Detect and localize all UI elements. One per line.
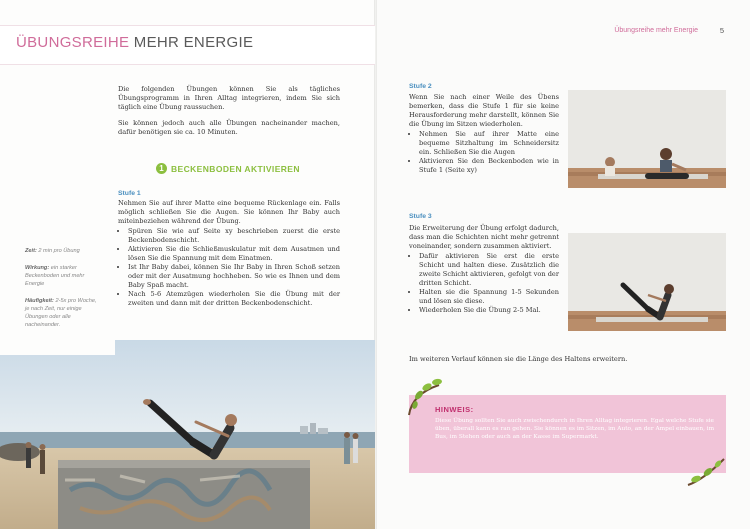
closing-text: Im weiteren Verlauf können sie die Länge des Haltens erweitern. — [409, 355, 628, 363]
haeufigkeit-label: Häufigkeit: — [25, 298, 54, 304]
hint-title: HINWEIS: — [435, 405, 474, 414]
stufe-3-body — [409, 224, 559, 315]
hint-box — [409, 395, 726, 473]
hint-text: Diese Übung sollten Sie auch zwischendurch in Ihren Alltag integrieren. Egal welche Stufe sie üben, überall kann es ran gehen. Sie können es im Sitzen, im Auto, an der Ampel einbauen, im Bus, im Stehen oder auch an der Kasse im Supermarkt. — [435, 418, 715, 440]
sidebar-wirkung — [25, 264, 100, 288]
sidebar-haeufigkeit — [25, 297, 100, 329]
zeit-value: 2 min pro Übung — [38, 248, 80, 254]
section-title: BECKENBODEN AKTIVIEREN — [171, 163, 300, 174]
bullet-item: • Aktivieren Sie die Schließmuskulatur mit dem Ausatmen und lösen Sie die Spannung mit dem Einatmen. — [128, 245, 340, 263]
sitting-pose-photo — [568, 90, 726, 188]
stufe-2-label: Stufe 2 — [409, 83, 432, 90]
beach-photo — [0, 340, 375, 529]
boat-pose-photo — [568, 233, 726, 331]
stufe-1-body — [118, 199, 340, 308]
info-sidebar — [25, 247, 100, 338]
stufe-3-label: Stufe 3 — [409, 213, 432, 220]
bullet-item: • Nehmen Sie auf ihrer Matte eine bequeme Sitzhaltung im Schneidersitz ein. Schließen Sie die Augen — [419, 130, 559, 157]
bullet-item: • Halten sie die Spannung 1-5 Sekunden und lösen sie diese. — [419, 288, 559, 306]
wirkung-value: ein starker Beckenboden und mehr Energie — [25, 265, 85, 287]
stufe-1-text: Nehmen Sie auf ihrer Matte eine bequeme Rückenlage ein. Falls möglich schließen Sie die Augen. Sie können Ihr Baby auch miteinbeziehen während der Übung. — [118, 199, 340, 225]
stufe-1-label: Stufe 1 — [118, 190, 141, 197]
intro-paragraph: Die folgenden Übungen können Sie als tägliches Übungsprogramm in Ihren Alltag integrieren, indem Sie sich täglich eine Übung raussuchen. — [118, 85, 340, 111]
page-number: 5 — [719, 26, 724, 35]
stufe-2-bullets — [409, 130, 559, 175]
sidebar-zeit — [25, 247, 100, 255]
branch-icon — [403, 377, 451, 417]
bullet-item: • Aktivieren Sie den Beckenboden wie in Stufe 1 (Seite xy) — [419, 157, 559, 175]
section-number: 1 — [156, 163, 167, 174]
stufe-1-bullets — [118, 227, 340, 308]
bullet-item: • Wiederholen Sie die Übung 2-5 Mal. — [419, 306, 559, 315]
section-heading — [156, 163, 300, 174]
haeufigkeit-value: 2-5x pro Woche, je nach Zeit, nur einige Übungen oder alle nacheinander. — [25, 298, 97, 328]
stufe-2-text: Wenn Sie nach einer Weile des Übens bemerken, dass die Stufe 1 für sie keine Herausforderung mehr darstellt, können Sie die Übung im Sitzen wiederholen. — [409, 93, 559, 128]
intro-paragraph: Sie können jedoch auch alle Übungen nacheinander machen, dafür benötigen sie ca. 10 Minuten. — [118, 119, 340, 136]
title-part2: MEHR ENERGIE — [133, 34, 254, 51]
intro-text — [118, 85, 340, 144]
zeit-label: Zeit: — [25, 248, 37, 254]
stufe-2-body — [409, 93, 559, 175]
page-title — [16, 34, 253, 51]
bullet-item: • Dafür aktivieren Sie erst die erste Schicht und halten diese. Zusätzlich die zweite Schicht aktivieren, gefolgt von der dritten Schicht. — [419, 252, 559, 288]
running-title: Übungsreihe mehr Energie — [614, 27, 698, 34]
wirkung-label: Wirkung: — [25, 265, 50, 271]
bullet-item: • Ist Ihr Baby dabei, können Sie Ihr Baby in Ihren Schoß setzen oder mit der Ausatmung hochheben. So wie es Ihnen und dem Baby Spaß macht. — [128, 263, 340, 290]
stufe-3-text: Die Erweiterung der Übung erfolgt dadurch, dass man die Schichten nicht mehr getrennt voneinander, sondern zusammen aktiviert. — [409, 224, 559, 250]
title-part1: ÜBUNGSREIHE — [16, 34, 130, 51]
stufe-3-bullets — [409, 252, 559, 315]
bullet-item: • Spüren Sie wie auf Seite xy beschrieben zuerst die erste Beckenbodenschicht. — [128, 227, 340, 245]
branch-icon — [684, 455, 728, 489]
bullet-item: • Nach 5-6 Atemzügen wiederholen Sie die Übung mit der zweiten und dann mit der dritten Beckenbodenschicht. — [128, 290, 340, 308]
